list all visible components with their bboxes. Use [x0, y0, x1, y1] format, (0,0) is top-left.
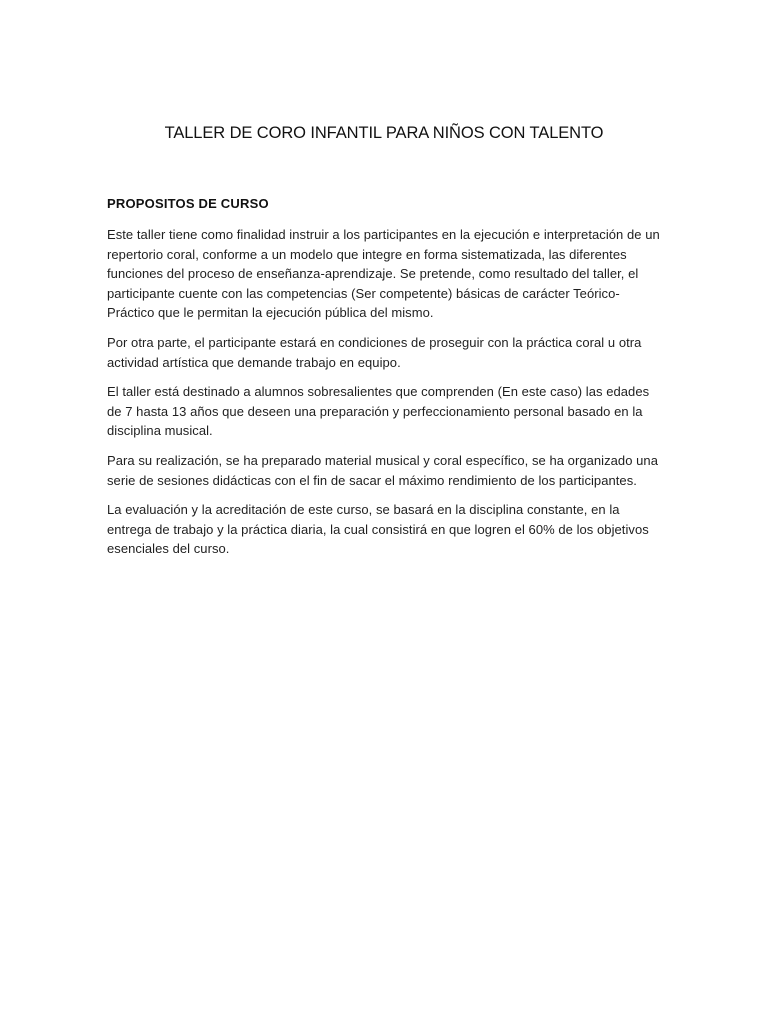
paragraph-evaluation: La evaluación y la acreditación de este curso, se basará en la disciplina constante, en la entrega de trabajo y la práctica diaria, la cual consistirá en que logren el 60% de los objetivos esenciales del curso.: [107, 502, 649, 557]
paragraph-purpose: Este taller tiene como finalidad instruir a los participantes en la ejecución e interpretación de un repertorio coral, conforme a un modelo que integre en forma sistematizada, las diferentes funciones del proceso de enseñanza-aprendizaje. Se pretende, como resultado del taller, el participante cuente con las competencias (Ser competente) básicas de carácter Teórico- Práctico que le permitan la ejecución pública del mismo.: [107, 227, 660, 321]
document-title: TALLER DE CORO INFANTIL PARA NIÑOS CON TALENTO: [164, 124, 604, 142]
paragraph-materials: Para su realización, se ha preparado material musical y coral específico, se ha organizado una serie de sesiones didácticas con el fin de sacar el máximo rendimiento de los participantes.: [107, 452, 658, 488]
document-body: [107, 194, 667, 569]
paragraph-continuation: Por otra parte, el participante estará en condiciones de proseguir con la práctica coral u otra actividad artística que demande trabajo en equipo.: [107, 334, 642, 370]
section-heading: PROPOSITOS DE CURSO: [107, 196, 269, 211]
paragraph-audience: El taller está destinado a alumnos sobresalientes que comprenden (En este caso) las edades de 7 hasta 13 años que deseen una preparación y perfeccionamiento personal basado en la disciplina musical.: [107, 384, 650, 439]
